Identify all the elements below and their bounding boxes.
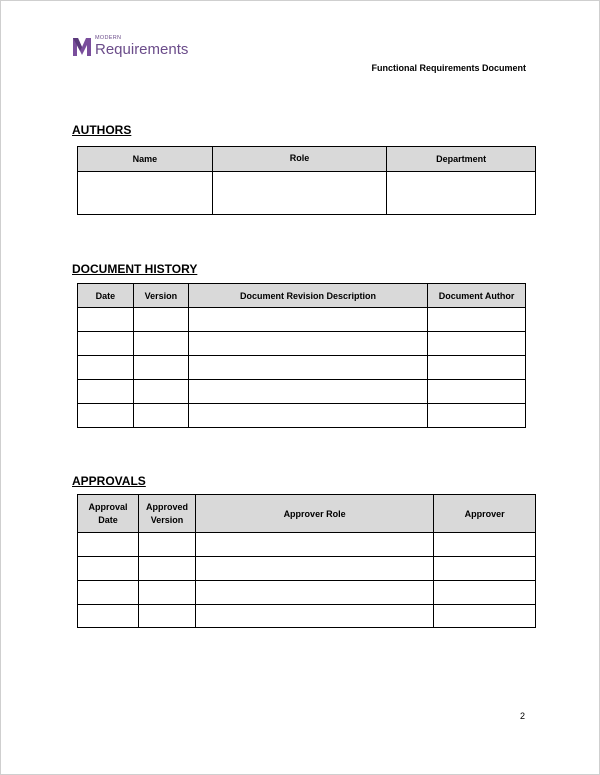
authors-header-department: Department xyxy=(387,147,536,172)
history-header-author: Document Author xyxy=(428,284,526,308)
table-cell[interactable] xyxy=(428,380,526,404)
table-row xyxy=(78,581,536,605)
table-cell[interactable] xyxy=(434,557,536,581)
table-cell[interactable] xyxy=(195,581,433,605)
table-cell[interactable] xyxy=(78,332,134,356)
table-row xyxy=(78,332,526,356)
table-cell[interactable] xyxy=(387,172,536,215)
table-cell[interactable] xyxy=(78,356,134,380)
approvals-header-approver: Approver xyxy=(434,495,536,533)
approvals-table xyxy=(77,494,536,628)
table-cell[interactable] xyxy=(434,581,536,605)
table-cell[interactable] xyxy=(188,356,427,380)
table-cell[interactable] xyxy=(133,404,188,428)
authors-table xyxy=(77,146,536,215)
table-row xyxy=(78,308,526,332)
logo-m-icon xyxy=(72,35,92,57)
approvals-header-version: Approved Version xyxy=(138,495,195,533)
table-cell[interactable] xyxy=(78,404,134,428)
authors-heading: AUTHORS xyxy=(72,123,132,137)
table-cell[interactable] xyxy=(434,605,536,628)
table-cell[interactable] xyxy=(78,533,139,557)
table-cell[interactable] xyxy=(428,356,526,380)
table-cell[interactable] xyxy=(78,308,134,332)
authors-header-role: Role xyxy=(212,147,387,172)
history-header-date: Date xyxy=(78,284,134,308)
table-row xyxy=(78,533,536,557)
table-cell[interactable] xyxy=(188,380,427,404)
history-heading: DOCUMENT HISTORY xyxy=(72,262,198,276)
table-cell[interactable] xyxy=(78,172,213,215)
history-table xyxy=(77,283,526,428)
table-cell[interactable] xyxy=(138,581,195,605)
table-row xyxy=(78,557,536,581)
company-logo xyxy=(72,35,188,57)
authors-header-row xyxy=(78,147,536,172)
table-cell[interactable] xyxy=(188,308,427,332)
table-cell[interactable] xyxy=(78,380,134,404)
table-row xyxy=(78,172,536,215)
history-header-version: Version xyxy=(133,284,188,308)
approvals-header-role: Approver Role xyxy=(195,495,433,533)
table-cell[interactable] xyxy=(138,557,195,581)
table-cell[interactable] xyxy=(188,332,427,356)
table-cell[interactable] xyxy=(78,581,139,605)
history-header-description: Document Revision Description xyxy=(188,284,427,308)
table-cell[interactable] xyxy=(195,557,433,581)
table-cell[interactable] xyxy=(434,533,536,557)
approvals-heading: APPROVALS xyxy=(72,474,146,488)
table-row xyxy=(78,380,526,404)
table-cell[interactable] xyxy=(195,533,433,557)
table-cell[interactable] xyxy=(428,404,526,428)
table-row xyxy=(78,605,536,628)
logo-big-text: Requirements xyxy=(95,40,189,58)
table-cell[interactable] xyxy=(212,172,387,215)
table-cell[interactable] xyxy=(133,380,188,404)
table-cell[interactable] xyxy=(428,308,526,332)
table-cell[interactable] xyxy=(133,356,188,380)
document-title: Functional Requirements Document xyxy=(371,63,526,73)
history-header-row xyxy=(78,284,526,308)
table-cell[interactable] xyxy=(133,332,188,356)
approvals-header-date: Approval Date xyxy=(78,495,139,533)
table-cell[interactable] xyxy=(195,605,433,628)
table-row xyxy=(78,356,526,380)
approvals-header-row xyxy=(78,495,536,533)
table-cell[interactable] xyxy=(138,605,195,628)
page-number: 2 xyxy=(520,711,526,721)
table-cell[interactable] xyxy=(78,557,139,581)
table-cell[interactable] xyxy=(78,605,139,628)
table-row xyxy=(78,404,526,428)
table-cell[interactable] xyxy=(188,404,427,428)
table-cell[interactable] xyxy=(133,308,188,332)
table-cell[interactable] xyxy=(138,533,195,557)
logo-small-text: MODERN xyxy=(95,35,122,41)
table-cell[interactable] xyxy=(428,332,526,356)
authors-header-name: Name xyxy=(78,147,213,172)
